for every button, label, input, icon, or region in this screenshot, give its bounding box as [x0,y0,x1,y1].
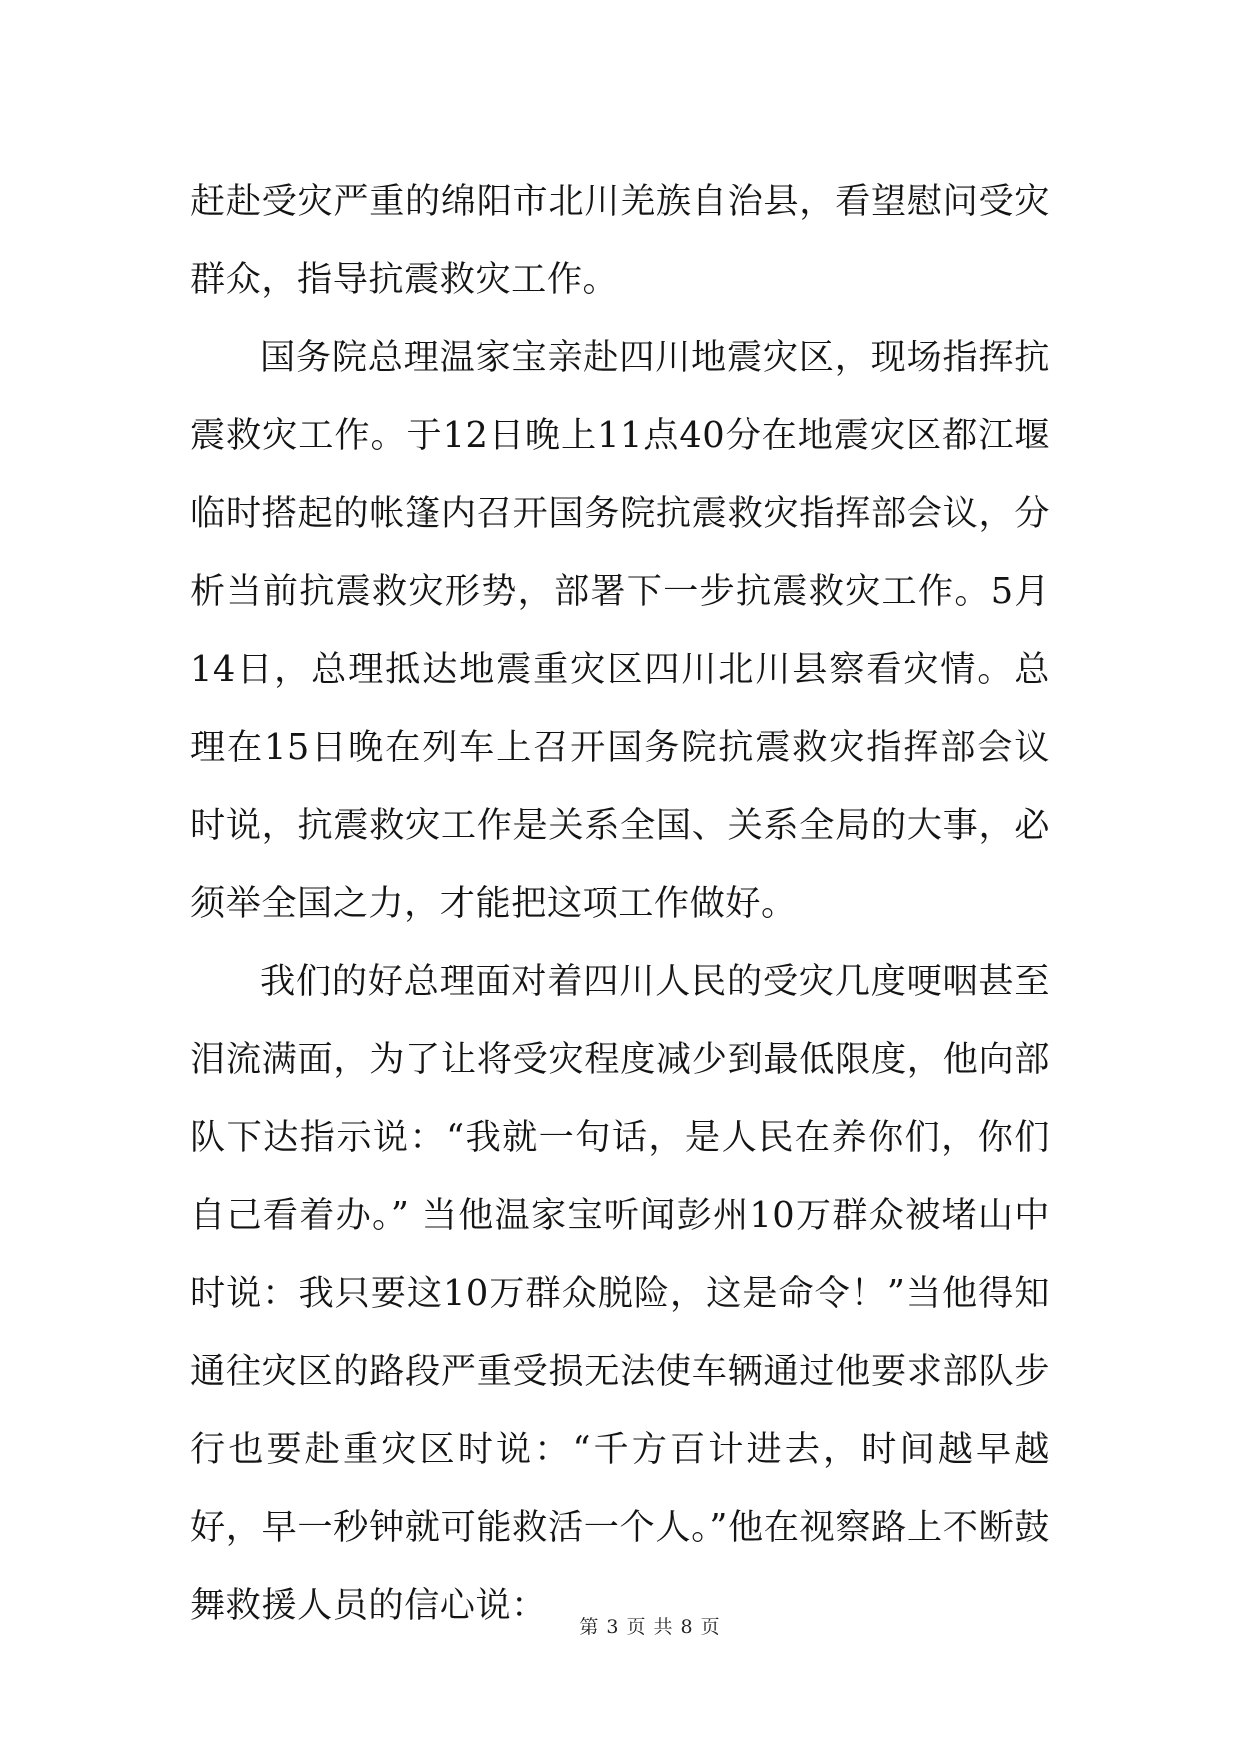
paragraph-1: 赶赴受灾严重的绵阳市北川羌族自治县，看望慰问受灾群众，指导抗震救灾工作。 [190,181,1050,300]
page-number: 第 3 页 共 8 页 [579,1616,721,1638]
paragraph-2: 国务院总理温家宝亲赴四川地震灾区，现场指挥抗震救灾工作。于12日晚上11点40分在地震灾区都江堰临时搭起的帐篷内召开国务院抗震救灾指挥部会议，分析当前抗震救灾形势，部署下一步抗震救灾工作。5月14日，总理抵达地震重灾区四川北川县察看灾情。总理在15日晚在列车上召开国务院抗震救灾指挥部会议时说，抗震救灾工作是关系全国、关系全局的大事，必须举全国之力，才能把这项工作做好。 [190,337,1050,924]
page-footer [0,1612,1240,1639]
body-text [190,163,1050,1645]
paragraph-3: 我们的好总理面对着四川人民的受灾几度哽咽甚至泪流满面，为了让将受灾程度减少到最低限度，他向部队下达指示说：“我就一句话，是人民在养你们，你们自己看着办。” 当他温家宝听闻彭州10万群众被堵山中时说：我只要这10万群众脱险，这是命令！”当他得知通往灾区的路段严重受损无法使车辆通过他要求部队步行也要赴重灾区时说：“千方百计进去，时间越早越好，早一秒钟就可能救活一个人。”他在视察路上不断鼓舞救援人员的信心说： [190,961,1050,1626]
